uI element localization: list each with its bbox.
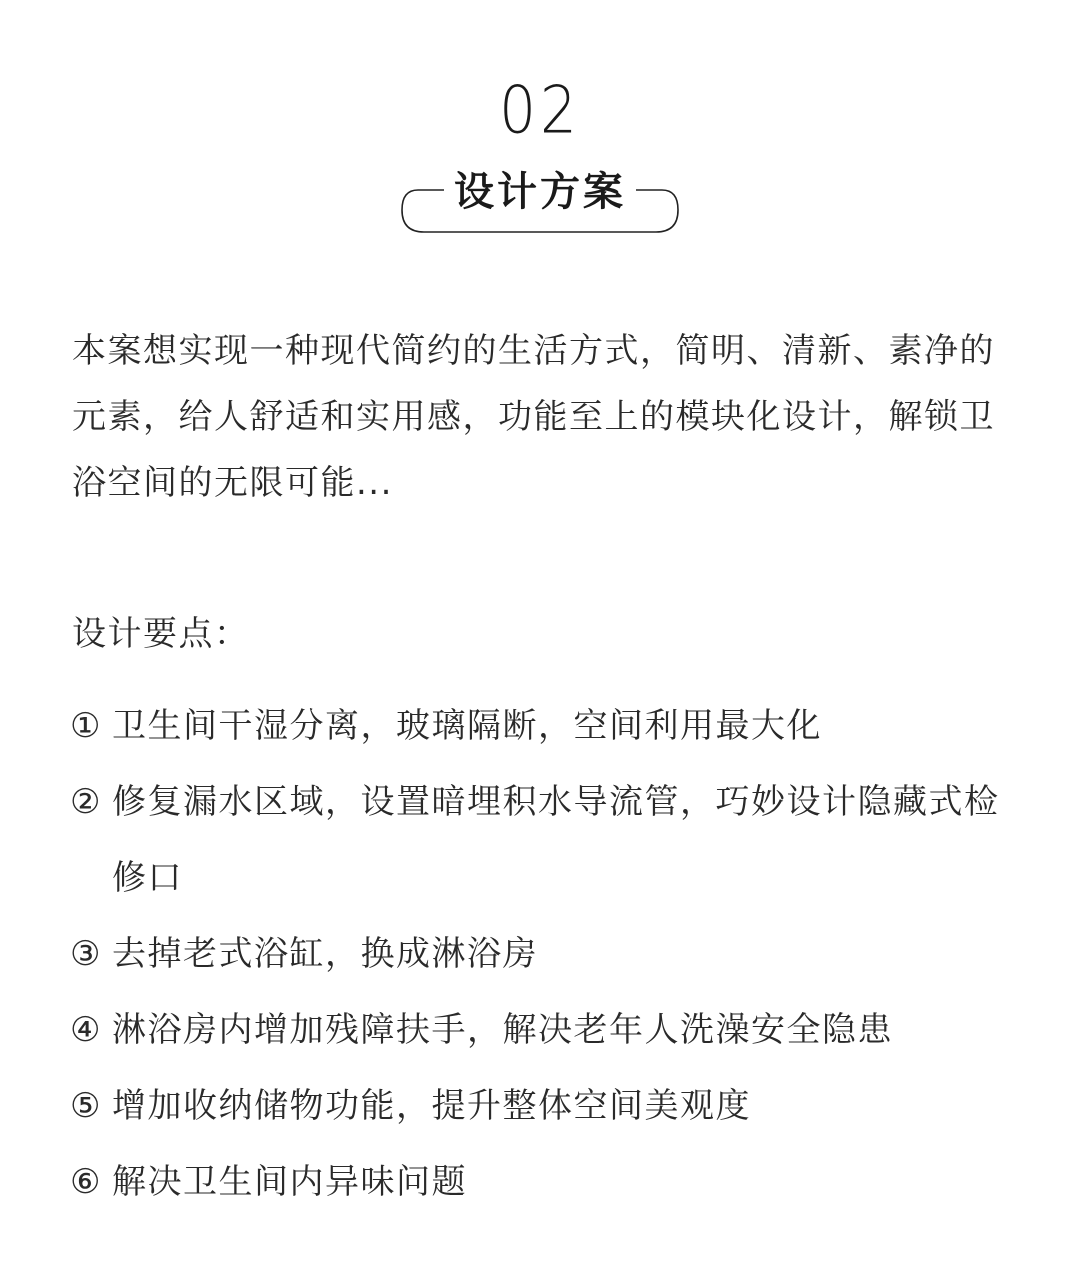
point-text: 增加收纳储物功能，提升整体空间美观度 xyxy=(112,1086,751,1126)
intro-paragraph: 本案想实现一种现代简约的生活方式，简明、清新、素净的元素，给人舒适和实用感，功能至上的模块化设计，解锁卫浴空间的无限可能... xyxy=(72,331,995,503)
point-text: 淋浴房内增加残障扶手，解决老年人洗澡安全隐患 xyxy=(112,1010,893,1050)
list-item xyxy=(70,688,1030,764)
point-text: 修复漏水区域，设置暗埋积水导流管，巧妙设计隐藏式检修口 xyxy=(112,782,1000,898)
points-heading: 设计要点： xyxy=(72,614,250,654)
list-item xyxy=(70,916,1030,992)
design-points-list xyxy=(70,688,1030,1220)
point-text: 解决卫生间内异味问题 xyxy=(112,1162,467,1202)
section-title-badge xyxy=(400,160,680,234)
point-marker: ⑤ xyxy=(70,1086,102,1126)
list-item xyxy=(70,1068,1030,1144)
list-item xyxy=(70,1144,1030,1220)
point-marker: ③ xyxy=(70,934,102,974)
point-marker: ⑥ xyxy=(70,1162,102,1202)
section-number: 02 xyxy=(499,71,581,149)
point-text: 去掉老式浴缸，换成淋浴房 xyxy=(112,934,538,974)
point-marker: ④ xyxy=(70,1010,102,1050)
list-item xyxy=(70,992,1030,1068)
point-marker: ② xyxy=(70,782,102,822)
section-title: 设计方案 xyxy=(448,169,632,215)
list-item xyxy=(70,764,1030,916)
point-marker: ① xyxy=(70,706,102,746)
point-text: 卫生间干湿分离，玻璃隔断，空间利用最大化 xyxy=(112,706,822,746)
